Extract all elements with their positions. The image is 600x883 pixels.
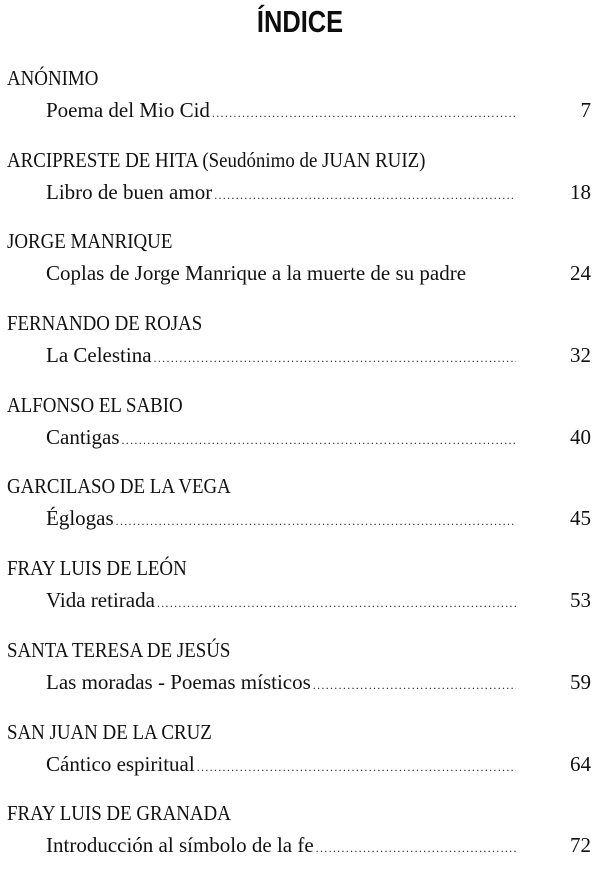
toc-author: SANTA TERESA DE JESÚS	[7, 637, 231, 662]
dot-leader	[212, 106, 516, 121]
toc-entry	[0, 720, 600, 802]
toc-page-number: 32	[570, 343, 591, 368]
toc-author: JORGE MANRIQUE	[7, 229, 173, 254]
dot-leader	[214, 188, 516, 203]
dot-leader	[197, 760, 516, 775]
toc-work-title: Vida retirada	[46, 588, 155, 613]
toc-work-line	[46, 343, 516, 368]
toc-author: ANÓNIMO	[7, 66, 99, 90]
toc-entry	[0, 393, 600, 475]
toc-entry	[0, 474, 600, 556]
toc-page-number: 24	[570, 261, 591, 286]
dot-leader	[157, 596, 516, 611]
toc-work-line	[46, 98, 516, 123]
toc-work-title: Libro de buen amor	[46, 179, 213, 204]
toc-page-number: 7	[580, 98, 591, 122]
toc-entry	[0, 638, 600, 720]
toc-work-title: Las moradas - Poemas místicos	[46, 669, 311, 694]
toc-author: FERNANDO DE ROJAS	[7, 311, 203, 336]
toc-page-number: 53	[570, 588, 591, 613]
toc-work-line	[46, 261, 516, 286]
page-title: ÍNDICE	[256, 4, 344, 39]
toc-work-title: Cantigas	[46, 424, 120, 449]
toc-work-line	[46, 833, 516, 858]
dot-leader	[154, 351, 516, 366]
toc-page-number: 72	[570, 833, 591, 858]
toc-entry	[0, 556, 600, 638]
toc-page-number: 45	[570, 506, 591, 531]
toc-work-line	[46, 752, 516, 777]
toc-author: ALFONSO EL SABIO	[7, 392, 183, 417]
toc-author: FRAY LUIS DE LEÓN	[7, 556, 187, 581]
toc-author: ARCIPRESTE DE HITA (Seudónimo de JUAN RUIZ)	[7, 147, 426, 172]
toc-work-title: Poema del Mio Cid	[46, 98, 210, 122]
toc-page-number: 59	[570, 669, 591, 694]
dot-leader	[122, 433, 517, 448]
toc-entry	[0, 148, 600, 230]
toc-work-line	[46, 588, 516, 613]
toc-entry	[0, 801, 600, 883]
toc-work-title: La Celestina	[46, 343, 152, 368]
toc-entry	[0, 311, 600, 393]
dot-leader	[116, 514, 516, 529]
toc-work-title: Introducción al símbolo de la fe	[46, 833, 314, 858]
toc-page-number: 64	[570, 751, 591, 776]
toc-author: GARCILASO DE LA VEGA	[7, 474, 231, 499]
toc-work-line	[46, 425, 516, 450]
toc-page-number: 18	[570, 179, 591, 204]
toc-work-title: Coplas de Jorge Manrique a la muerte de su padre	[46, 261, 467, 286]
toc-work-title: Églogas	[46, 506, 114, 531]
dot-leader	[313, 678, 516, 693]
toc-author: FRAY LUIS DE GRANADA	[7, 801, 231, 826]
toc-page-number: 40	[570, 424, 591, 449]
toc-author: SAN JUAN DE LA CRUZ	[7, 719, 212, 744]
toc-work-line	[46, 506, 516, 531]
toc-entry	[0, 229, 600, 311]
toc-work-line	[46, 180, 516, 205]
toc-list	[0, 66, 600, 883]
toc-work-line	[46, 670, 516, 695]
toc-work-title: Cántico espiritual	[46, 751, 195, 776]
toc-entry	[0, 66, 600, 148]
